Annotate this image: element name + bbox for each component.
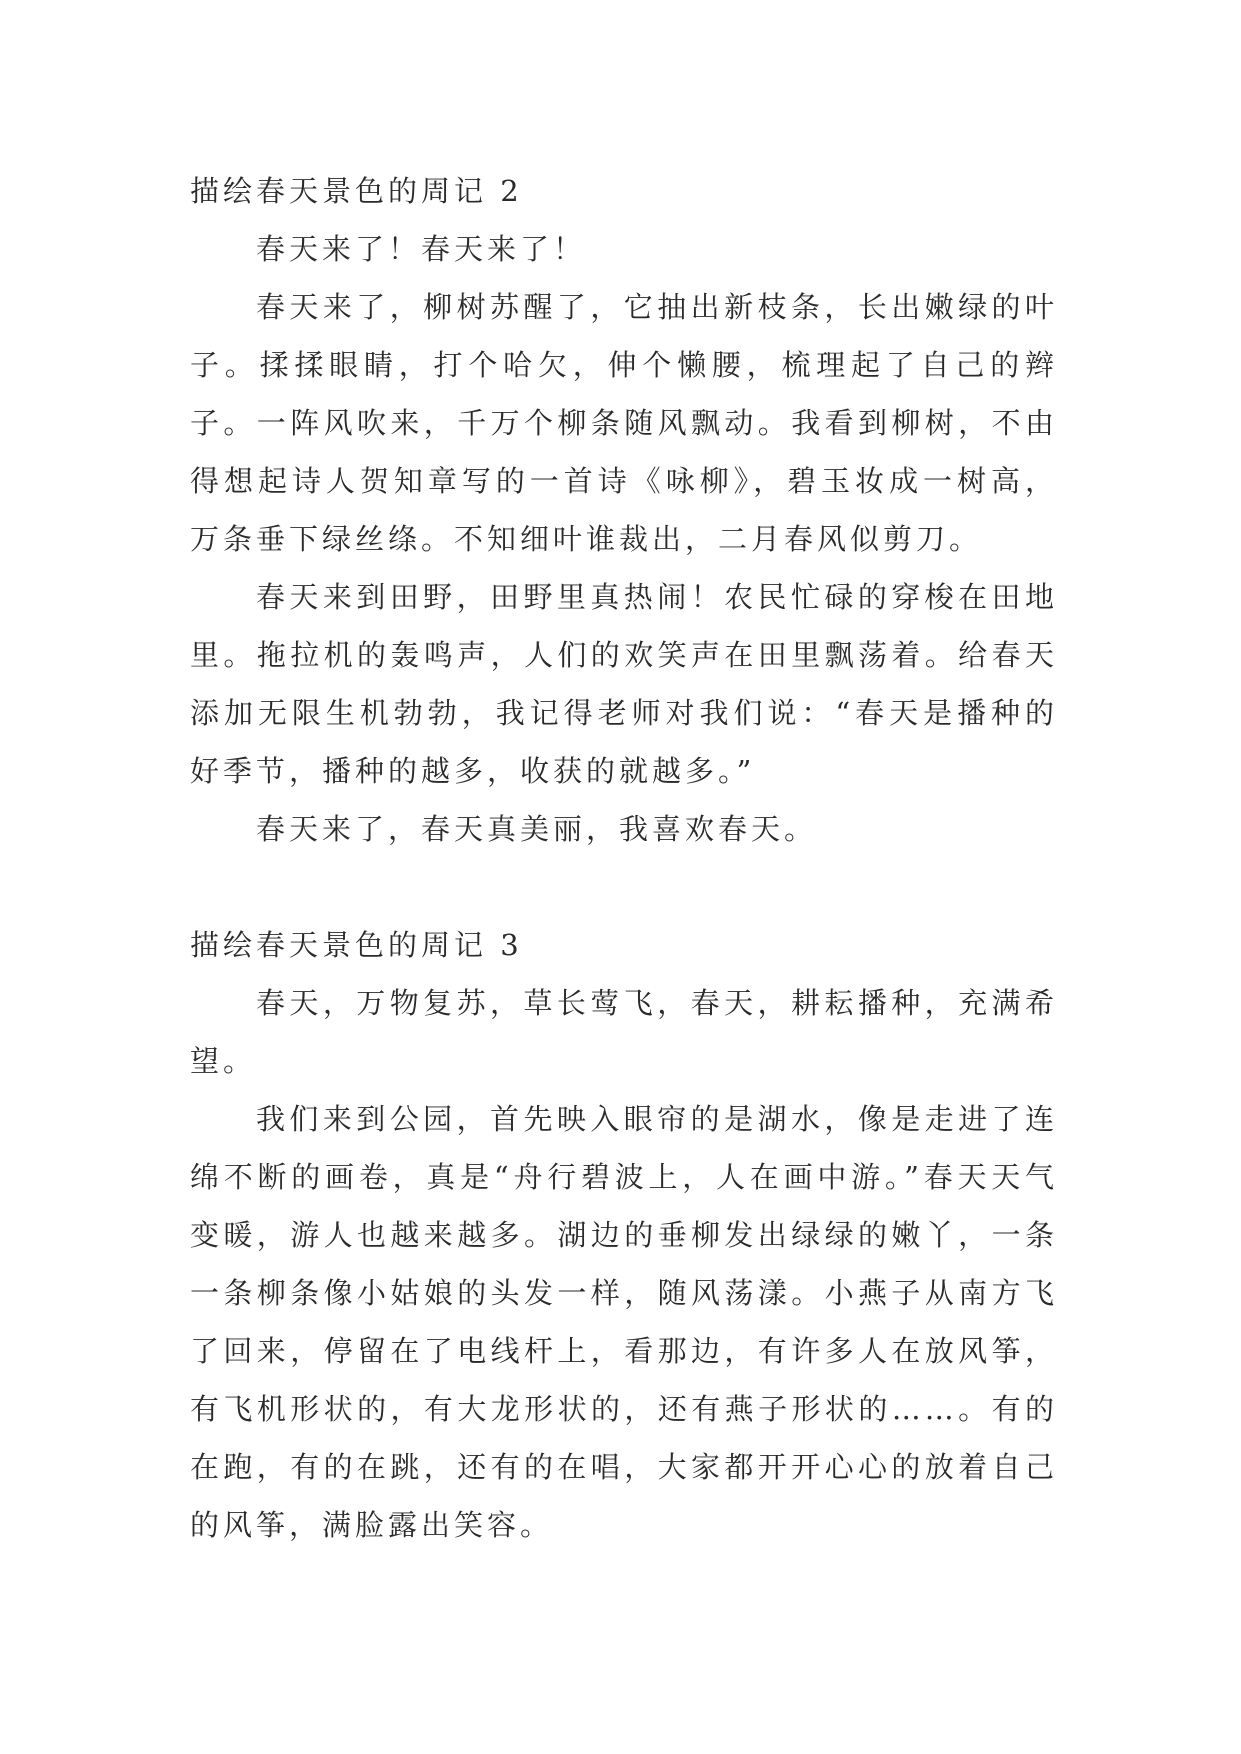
paragraph: 我们来到公园，首先映入眼帘的是湖水，像是走进了连绵不断的画卷，真是“舟行碧波上，人在画中游。”春天天气变暖，游人也越来越多。湖边的垂柳发出绿绿的嫩丫，一条一条柳条像小姑娘的头发一样，随风荡漾。小燕子从南方飞了回来，停留在了电线杆上，看那边，有许多人在放风筝，有飞机形状的，有大龙形状的，还有燕子形状的……。有的在跑，有的在跳，还有的在唱，大家都开开心心的放着自己的风筝，满脸露出笑容。 xyxy=(190,1102,1058,1542)
section-title: 描绘春天景色的周记 3 xyxy=(190,928,523,962)
paragraph: 春天来到田野，田野里真热闹！农民忙碌的穿梭在田地里。拖拉机的轰鸣声，人们的欢笑声在田里飘荡着。给春天添加无限生机勃勃，我记得老师对我们说：“春天是播种的好季节，播种的越多，收获的就越多。” xyxy=(190,580,1058,788)
paragraph: 春天来了，柳树苏醒了，它抽出新枝条，长出嫩绿的叶子。揉揉眼睛，打个哈欠，伸个懒腰，梳理起了自己的辫子。一阵风吹来，千万个柳条随风飘动。我看到柳树，不由得想起诗人贺知章写的一首诗《咏柳》，碧玉妆成一树高，万条垂下绿丝绦。不知细叶谁裁出，二月春风似剪刀。 xyxy=(190,290,1058,556)
section-title: 描绘春天景色的周记 2 xyxy=(190,174,523,208)
paragraph: 春天，万物复苏，草长莺飞，春天，耕耘播种，充满希望。 xyxy=(190,986,1058,1078)
document-body xyxy=(190,162,1058,1554)
paragraph: 春天来了！春天来了！ xyxy=(256,232,587,266)
journal-section-2 xyxy=(190,162,1058,858)
section-spacer xyxy=(190,858,1058,916)
journal-section-3 xyxy=(190,916,1058,1554)
paragraph: 春天来了，春天真美丽，我喜欢春天。 xyxy=(256,812,818,846)
